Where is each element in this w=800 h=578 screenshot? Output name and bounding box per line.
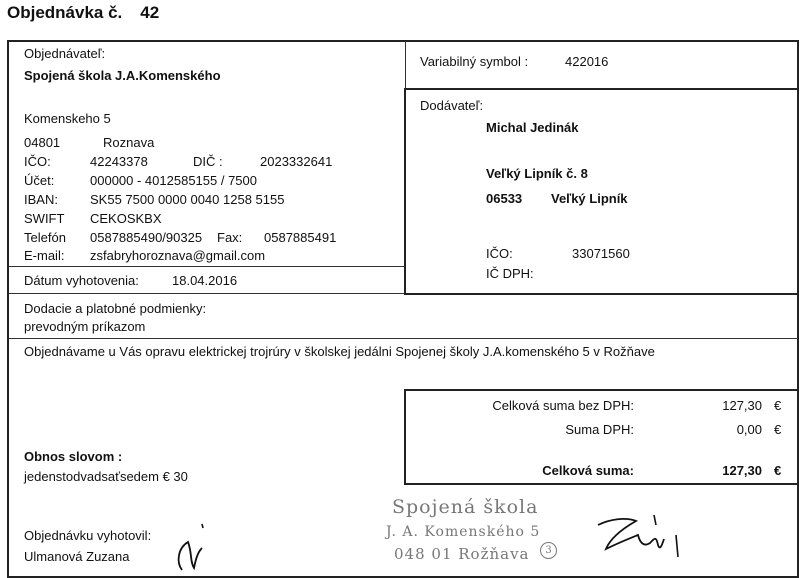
issue-date: 18.04.2016 <box>172 273 238 288</box>
supplier-icdph-label: IČ DPH: <box>486 266 534 281</box>
buyer-iban-label: IBAN: <box>24 192 58 207</box>
buyer-account: 000000 - 4012585155 / 7500 <box>90 173 257 188</box>
buyer-iban: SK55 7500 0000 0040 1258 5155 <box>90 192 285 207</box>
buyer-fax: 0587885491 <box>264 230 337 245</box>
buyer-swift: CEKOSKBX <box>90 211 162 226</box>
divider-buyer-date <box>9 266 405 267</box>
variable-symbol-value: 422016 <box>565 54 609 69</box>
buyer-phone: 0587885490/90325 <box>90 230 203 245</box>
total-vat-label: Suma DPH: <box>565 422 634 437</box>
supplier-label: Dodávateľ: <box>420 98 484 113</box>
supplier-street: Veľký Lipník č. 8 <box>486 166 588 181</box>
buyer-swift-label: SWIFT <box>24 211 65 226</box>
buyer-ico-label: IČO: <box>24 154 51 169</box>
buyer-account-label: Účet: <box>24 173 55 188</box>
buyer-fax-label: Fax: <box>217 230 243 245</box>
buyer-email: zsfabryhoroznava@gmail.com <box>90 248 266 263</box>
buyer-name: Spojená škola J.A.Komenského <box>24 68 221 83</box>
divider-date-terms <box>9 293 405 294</box>
total-net-value: 127,30 <box>722 398 762 413</box>
terms-value: prevodným príkazom <box>24 319 146 334</box>
stamp-line3: 048 01 Rožňava <box>394 545 530 563</box>
buyer-email-label: E-mail: <box>24 248 65 263</box>
supplier-zip: 06533 <box>486 191 523 206</box>
amount-words-value: jedenstodvadsaťsedem € 30 <box>24 469 188 484</box>
total-label: Celková suma: <box>542 463 634 478</box>
prepared-by-name: Ulmanová Zuzana <box>24 549 130 564</box>
order-description: Objednávame u Vás opravu elektrickej trojrúry v školskej jedálni Spojenej školy J.A.komenského 5 v Rožňave <box>24 344 655 359</box>
buyer-phone-label: Telefón <box>24 230 66 245</box>
currency-total: € <box>774 463 782 478</box>
divider-terms-order <box>9 338 798 339</box>
document-title <box>7 3 159 23</box>
supplier-name: Michal Jedinák <box>486 120 579 135</box>
stamp-line2: J. A. Komenského 5 <box>386 524 541 540</box>
prepared-by-label: Objednávku vyhotovil: <box>24 528 152 543</box>
prepared-by-signature <box>168 518 218 574</box>
supplier-ico: 33071560 <box>572 246 630 261</box>
supplier-ico-label: IČO: <box>486 246 513 261</box>
buyer-city: Roznava <box>103 135 155 150</box>
buyer-dic: 2023332641 <box>260 154 333 169</box>
buyer-label: Objednávateľ: <box>24 46 106 61</box>
supplier-city: Veľký Lipník <box>551 191 628 206</box>
terms-label: Dodacie a platobné podmienky: <box>24 301 207 316</box>
title-label: Objednávka č. <box>7 3 123 22</box>
currency-net: € <box>774 398 782 413</box>
stamp <box>378 492 578 572</box>
buyer-zip: 04801 <box>24 135 61 150</box>
order-number: 42 <box>140 3 160 22</box>
total-vat-value: 0,00 <box>736 422 762 437</box>
total-value: 127,30 <box>722 463 762 478</box>
variable-symbol-label: Variabilný symbol : <box>420 54 529 69</box>
total-net-label: Celková suma bez DPH: <box>492 398 634 413</box>
authorized-signature <box>592 505 688 567</box>
stamp-line1: Spojená škola <box>392 496 539 518</box>
amount-words-label: Obnos slovom : <box>24 449 123 464</box>
stamp-badge: 3 <box>540 542 557 559</box>
buyer-street: Komenskeho 5 <box>24 111 111 126</box>
issue-date-label: Dátum vyhotovenia: <box>24 273 139 288</box>
buyer-dic-label: DIČ : <box>193 154 223 169</box>
currency-vat: € <box>774 422 782 437</box>
buyer-ico: 42243378 <box>90 154 148 169</box>
divider-vertical-top <box>405 41 406 90</box>
